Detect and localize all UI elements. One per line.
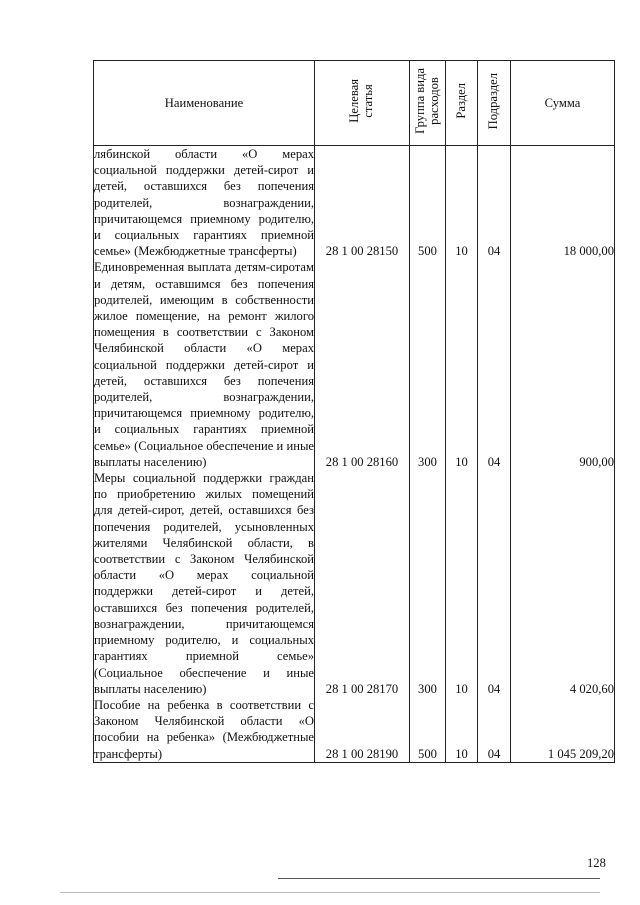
header-subsection: Подраздел xyxy=(478,61,511,146)
row-sum: 900,00 xyxy=(511,259,615,470)
table-row xyxy=(94,259,615,470)
row-expense-group: 500 xyxy=(410,146,446,260)
row-target-article: 28 1 00 28150 xyxy=(315,146,410,260)
row-expense-group: 500 xyxy=(410,697,446,762)
row-sum: 18 000,00 xyxy=(511,146,615,260)
table-header-row xyxy=(94,61,615,146)
header-target-article: Целевая статья xyxy=(315,61,410,146)
table-row xyxy=(94,146,615,260)
page-bottom-edge xyxy=(60,892,600,893)
row-section: 10 xyxy=(446,470,478,697)
row-subsection: 04 xyxy=(478,259,511,470)
table-row xyxy=(94,697,615,762)
row-target-article: 28 1 00 28170 xyxy=(315,470,410,697)
row-name: Меры социальной поддержки граждан по приобретению жилых помещений для детей-сирот, детей, оставшихся без попечения родителей, усыновленных жителями Челябинской области, в соответствии с Законом Челябинской области «О мерах социальной поддержки детей-сирот и детей, оставшихся без попечения родителей, вознаграждении, причитающемся приемному родителю, и социальных гарантиях приемной семье» (Социальное обеспечение и иные выплаты населению) xyxy=(94,471,314,696)
row-target-article: 28 1 00 28160 xyxy=(315,259,410,470)
row-section: 10 xyxy=(446,259,478,470)
header-section: Раздел xyxy=(446,61,478,146)
row-sum: 1 045 209,20 xyxy=(511,697,615,762)
row-expense-group: 300 xyxy=(410,470,446,697)
row-section: 10 xyxy=(446,697,478,762)
header-name: Наименование xyxy=(94,61,315,146)
row-name: лябинской области «О мерах социальной поддержки детей-сирот и детей, оставшихся без попечения родителей, вознаграждении, причитающемся приемному родителю, и социальных гарантиях приемной семье» (Межбюджетные трансферты) xyxy=(94,147,314,259)
row-subsection: 04 xyxy=(478,470,511,697)
row-section: 10 xyxy=(446,146,478,260)
header-expense-group: Группа вида расходов xyxy=(410,61,446,146)
row-target-article: 28 1 00 28190 xyxy=(315,697,410,762)
page-number: 128 xyxy=(587,856,606,870)
row-name: Пособие на ребенка в соответствии с Законом Челябинской области «О пособии на ребенка» (Межбюджетные трансферты) xyxy=(94,697,314,761)
table-row xyxy=(94,470,615,697)
row-sum: 4 020,60 xyxy=(511,470,615,697)
row-subsection: 04 xyxy=(478,146,511,260)
footer-divider xyxy=(278,878,600,879)
row-subsection: 04 xyxy=(478,697,511,762)
budget-table xyxy=(93,60,615,763)
row-expense-group: 300 xyxy=(410,259,446,470)
row-name: Единовременная выплата детям-сиротам и детям, оставшимся без попечения родителей, имеющим в собственности жилое помещение, на ремонт жилого помещения в соответствии с Законом Челябинской области «О мерах социальной поддержки детей-сирот и детей, оставшихся без попечения родителей, вознаграждении, причитающемся приемному родителю, и социальных гарантиях приемной семье» (Социальное обеспечение и иные выплаты населению) xyxy=(94,260,314,469)
header-sum: Сумма xyxy=(511,61,615,146)
